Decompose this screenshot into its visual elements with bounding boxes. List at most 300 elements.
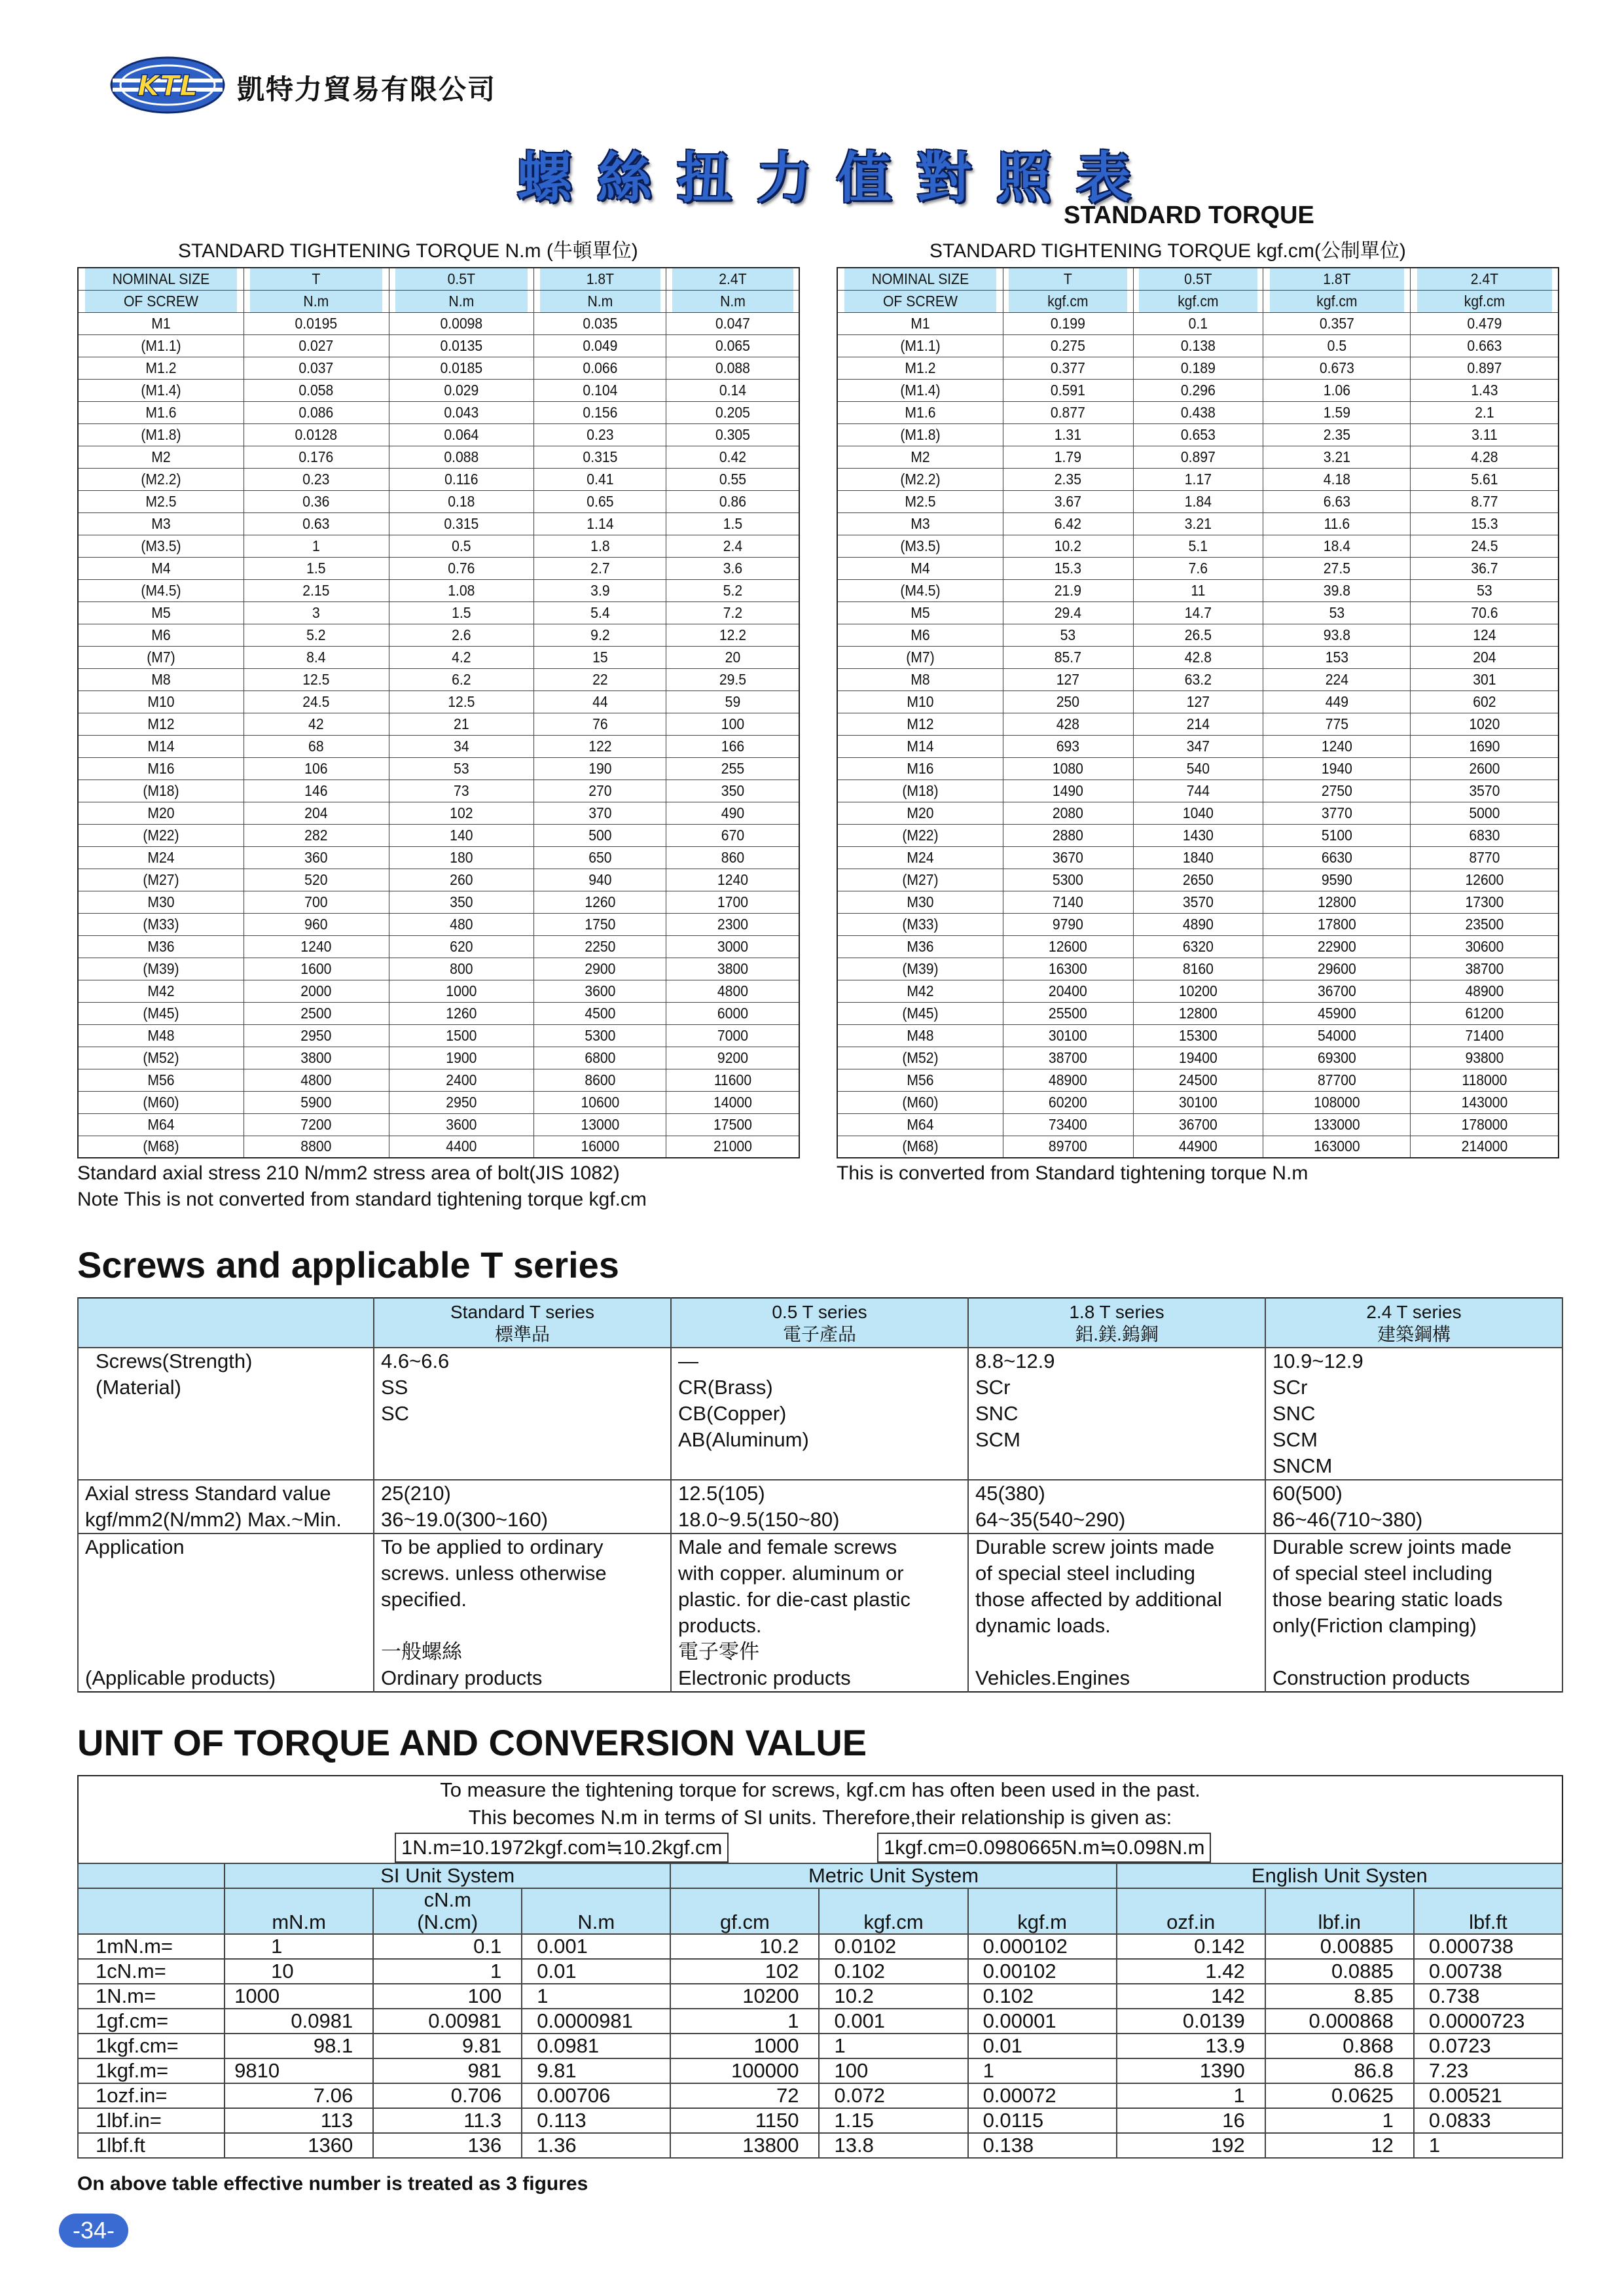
torque-nm-size-cell: M2.5 — [84, 490, 237, 512]
torque-nm-value-cell: 0.0195 — [249, 312, 383, 334]
torque-kgfcm-size-cell: M2.5 — [844, 490, 996, 512]
torque-kgfcm-header-cell: kgf.cm — [1138, 290, 1258, 312]
torque-nm-value-cell: 0.5 — [395, 535, 528, 557]
units-row — [78, 1984, 1562, 2009]
torque-kgfcm-value-cell: 449 — [1269, 691, 1405, 713]
units-row — [78, 1934, 1562, 1959]
units-value-cell: 0.738 — [1414, 1984, 1562, 2009]
torque-kgfcm-value-cell: 38700 — [1416, 958, 1553, 980]
series-header-en: 0.5 T series — [772, 1302, 867, 1322]
units-value-cell: 0.706 — [373, 2083, 522, 2108]
torque-nm-value-cell: 5900 — [249, 1091, 383, 1113]
units-value-cell: 1.42 — [1117, 1959, 1265, 1984]
series-cell: 10.9~12.9 SCr SNC SCM SNCM — [1265, 1348, 1562, 1480]
units-row — [78, 2034, 1562, 2058]
torque-nm-value-cell: 2.15 — [249, 579, 383, 601]
torque-nm-value-cell: 100 — [672, 713, 794, 735]
torque-nm-row — [78, 312, 799, 334]
torque-nm-value-cell: 12.5 — [395, 691, 528, 713]
series-row-label: Application (Applicable products) — [78, 1534, 374, 1692]
units-row-label: 1N.m= — [78, 1984, 225, 2009]
units-value-cell: 1.36 — [522, 2133, 670, 2158]
torque-kgfcm-note: This is converted from Standard tightening torque N.m — [837, 1162, 1308, 1184]
torque-kgfcm-value-cell: 15.3 — [1008, 557, 1128, 579]
torque-nm-table — [77, 267, 800, 1158]
torque-kgfcm-size-cell: M2 — [844, 446, 996, 468]
torque-kgfcm-value-cell: 71400 — [1416, 1024, 1553, 1047]
units-row — [78, 2108, 1562, 2133]
torque-kgfcm-size-cell: (M1.4) — [844, 379, 996, 401]
torque-nm-value-cell: 0.088 — [672, 357, 794, 379]
torque-nm-value-cell: 480 — [395, 913, 528, 935]
torque-nm-size-cell: M4 — [84, 557, 237, 579]
units-value-cell: 102 — [670, 1959, 819, 1984]
torque-kgfcm-value-cell: 1.84 — [1138, 490, 1258, 512]
torque-kgfcm-value-cell: 693 — [1008, 735, 1128, 757]
units-value-cell: 1 — [819, 2034, 967, 2058]
units-header-cell — [968, 1888, 1117, 1934]
units-group-row — [78, 1863, 1562, 1888]
torque-nm-value-cell: 0.116 — [395, 468, 528, 490]
torque-kgfcm-row — [837, 846, 1559, 869]
page-number: -34- — [59, 2214, 128, 2248]
torque-kgfcm-value-cell: 1020 — [1416, 713, 1553, 735]
torque-nm-value-cell: 1.5 — [395, 601, 528, 624]
torque-kgfcm-value-cell: 2.1 — [1416, 401, 1553, 423]
torque-kgfcm-size-cell: (M22) — [844, 824, 996, 846]
torque-nm-value-cell: 29.5 — [672, 668, 794, 691]
torque-kgfcm-value-cell: 73400 — [1008, 1113, 1128, 1136]
torque-nm-value-cell: 0.23 — [249, 468, 383, 490]
torque-nm-size-cell: M1.6 — [84, 401, 237, 423]
torque-kgfcm-value-cell: 0.479 — [1416, 312, 1553, 334]
torque-nm-row — [78, 668, 799, 691]
units-header-cell — [670, 1888, 819, 1934]
torque-nm-header-cell: NOMINAL SIZE — [84, 268, 237, 290]
torque-nm-size-cell: (M68) — [84, 1136, 237, 1158]
torque-nm-value-cell: 6.2 — [395, 668, 528, 691]
torque-kgfcm-size-cell: (M2.2) — [844, 468, 996, 490]
units-value-cell: 0.0885 — [1265, 1959, 1414, 1984]
torque-kgfcm-value-cell: 2880 — [1008, 824, 1128, 846]
torque-kgfcm-size-cell: M16 — [844, 757, 996, 780]
torque-nm-size-cell: (M22) — [84, 824, 237, 846]
torque-kgfcm-value-cell: 124 — [1416, 624, 1553, 646]
torque-nm-value-cell: 22 — [539, 668, 661, 691]
torque-nm-size-cell: (M60) — [84, 1091, 237, 1113]
torque-nm-size-cell: M42 — [84, 980, 237, 1002]
torque-nm-value-cell: 360 — [249, 846, 383, 869]
torque-kgfcm-value-cell: 42.8 — [1138, 646, 1258, 668]
company-name: 凱特力貿易有限公司 — [237, 73, 497, 105]
torque-kgfcm-size-cell: M6 — [844, 624, 996, 646]
torque-nm-row — [78, 379, 799, 401]
units-value-cell: 7.23 — [1414, 2058, 1562, 2083]
torque-kgfcm-value-cell: 127 — [1008, 668, 1128, 691]
units-value-cell: 10.2 — [819, 1984, 967, 2009]
torque-kgfcm-row — [837, 780, 1559, 802]
torque-kgfcm-size-cell: M36 — [844, 935, 996, 958]
torque-nm-value-cell: 42 — [249, 713, 383, 735]
units-value-cell: 1360 — [225, 2133, 373, 2158]
torque-nm-row — [78, 1113, 799, 1136]
torque-nm-value-cell: 5.2 — [672, 579, 794, 601]
torque-nm-value-cell: 2400 — [395, 1069, 528, 1091]
units-value-cell: 1390 — [1117, 2058, 1265, 2083]
torque-kgfcm-size-cell: M30 — [844, 891, 996, 913]
torque-kgfcm-value-cell: 21.9 — [1008, 579, 1128, 601]
torque-kgfcm-value-cell: 602 — [1416, 691, 1553, 713]
torque-nm-size-cell: M30 — [84, 891, 237, 913]
torque-kgfcm-value-cell: 16300 — [1008, 958, 1128, 980]
torque-kgfcm-size-cell: M20 — [844, 802, 996, 824]
torque-kgfcm-value-cell: 0.1 — [1138, 312, 1258, 334]
units-value-cell: 192 — [1117, 2133, 1265, 2158]
units-value-cell: 1.15 — [819, 2108, 967, 2133]
units-value-cell: 0.0723 — [1414, 2034, 1562, 2058]
torque-kgfcm-value-cell: 224 — [1269, 668, 1405, 691]
torque-kgfcm-value-cell: 4890 — [1138, 913, 1258, 935]
torque-kgfcm-value-cell: 3670 — [1008, 846, 1128, 869]
units-value-cell: 9810 — [225, 2058, 373, 2083]
torque-nm-value-cell: 0.65 — [539, 490, 661, 512]
units-header-cell — [1414, 1888, 1562, 1934]
series-row — [78, 1480, 1562, 1534]
torque-nm-header-cell: N.m — [249, 290, 383, 312]
torque-nm-header-cell: N.m — [539, 290, 661, 312]
torque-kgfcm-row — [837, 579, 1559, 601]
units-value-cell: 72 — [670, 2083, 819, 2108]
torque-kgfcm-value-cell: 24500 — [1138, 1069, 1258, 1091]
torque-nm-value-cell: 2500 — [249, 1002, 383, 1024]
units-value-cell: 10.2 — [670, 1934, 819, 1959]
units-footer-note: On above table effective number is treated as 3 figures — [77, 2173, 588, 2195]
torque-nm-value-cell: 0.0098 — [395, 312, 528, 334]
torque-kgfcm-value-cell: 12800 — [1138, 1002, 1258, 1024]
torque-kgfcm-caption: STANDARD TIGHTENING TORQUE kgf.cm(公制單位) — [929, 240, 1406, 262]
torque-nm-value-cell: 9.2 — [539, 624, 661, 646]
torque-nm-value-cell: 21000 — [672, 1136, 794, 1158]
units-row — [78, 2009, 1562, 2034]
torque-kgfcm-row — [837, 557, 1559, 579]
torque-nm-value-cell: 17500 — [672, 1113, 794, 1136]
units-group-cell: Metric Unit System — [670, 1863, 1116, 1888]
torque-kgfcm-value-cell: 85.7 — [1008, 646, 1128, 668]
series-cell: 25(210) 36~19.0(300~160) — [374, 1480, 671, 1534]
units-value-cell: 11.3 — [373, 2108, 522, 2133]
units-value-cell: 13.8 — [819, 2133, 967, 2158]
torque-nm-row — [78, 780, 799, 802]
units-value-cell: 12 — [1265, 2133, 1414, 2158]
torque-kgfcm-value-cell: 0.663 — [1416, 334, 1553, 357]
torque-nm-value-cell: 0.176 — [249, 446, 383, 468]
series-cell: Male and female screws with copper. aluminum or plastic. for die-cast plastic products. 電子零件 Electronic products — [671, 1534, 968, 1692]
units-value-cell: 0.000102 — [968, 1934, 1117, 1959]
units-header-cn-top: cN.m — [424, 1888, 471, 1911]
units-header-cell — [522, 1888, 670, 1934]
torque-nm-size-cell: (M1.1) — [84, 334, 237, 357]
torque-nm-value-cell: 1.8 — [539, 535, 661, 557]
torque-kgfcm-size-cell: (M18) — [844, 780, 996, 802]
torque-kgfcm-row — [837, 535, 1559, 557]
torque-kgfcm-row — [837, 802, 1559, 824]
series-row-label: Axial stress Standard value kgf/mm2(N/mm2) Max.~Min. — [78, 1480, 374, 1534]
torque-nm-size-cell: (M45) — [84, 1002, 237, 1024]
units-value-cell: 0.868 — [1265, 2034, 1414, 2058]
torque-kgfcm-row — [837, 468, 1559, 490]
units-row — [78, 2133, 1562, 2158]
torque-kgfcm-value-cell: 5100 — [1269, 824, 1405, 846]
torque-nm-value-cell: 1.08 — [395, 579, 528, 601]
torque-nm-header-cell: N.m — [395, 290, 528, 312]
torque-kgfcm-value-cell: 48900 — [1416, 980, 1553, 1002]
torque-nm-value-cell: 0.043 — [395, 401, 528, 423]
torque-nm-row — [78, 579, 799, 601]
units-intro-line-1: To measure the tightening torque for screws, kgf.cm has often been used in the past. — [440, 1778, 1200, 1801]
units-value-cell: 86.8 — [1265, 2058, 1414, 2083]
torque-kgfcm-value-cell: 2750 — [1269, 780, 1405, 802]
series-header-cell — [374, 1298, 671, 1348]
torque-kgfcm-value-cell: 12800 — [1269, 891, 1405, 913]
torque-kgfcm-value-cell: 7.6 — [1138, 557, 1258, 579]
torque-nm-row — [78, 357, 799, 379]
torque-nm-value-cell: 2.7 — [539, 557, 661, 579]
units-value-cell: 1 — [968, 2058, 1117, 2083]
units-value-cell: 142 — [1117, 1984, 1265, 2009]
torque-nm-size-cell: (M52) — [84, 1047, 237, 1069]
torque-kgfcm-value-cell: 3.11 — [1416, 423, 1553, 446]
units-value-cell: 0.142 — [1117, 1934, 1265, 1959]
units-value-cell: 0.00885 — [1265, 1934, 1414, 1959]
torque-kgfcm-value-cell: 1040 — [1138, 802, 1258, 824]
torque-nm-header-cell: OF SCREW — [84, 290, 237, 312]
torque-nm-row — [78, 691, 799, 713]
torque-kgfcm-size-cell: (M4.5) — [844, 579, 996, 601]
torque-nm-value-cell: 1240 — [672, 869, 794, 891]
torque-nm-value-cell: 0.065 — [672, 334, 794, 357]
torque-kgfcm-value-cell: 3770 — [1269, 802, 1405, 824]
units-value-cell: 10200 — [670, 1984, 819, 2009]
torque-kgfcm-value-cell: 19400 — [1138, 1047, 1258, 1069]
torque-kgfcm-value-cell: 250 — [1008, 691, 1128, 713]
torque-kgfcm-value-cell: 1490 — [1008, 780, 1128, 802]
torque-kgfcm-value-cell: 17300 — [1416, 891, 1553, 913]
torque-kgfcm-value-cell: 1690 — [1416, 735, 1553, 757]
page-title-cn: 螺絲扭力值對照表 — [517, 146, 1157, 210]
series-cell: Durable screw joints made of special steel including those affected by additional dynamic loads. Vehicles.Engines — [968, 1534, 1265, 1692]
torque-kgfcm-header-cell: kgf.cm — [1008, 290, 1128, 312]
units-header-label: ozf.in — [1166, 1910, 1216, 1933]
units-header-cell — [819, 1888, 967, 1934]
torque-kgfcm-row — [837, 1002, 1559, 1024]
torque-nm-value-cell: 350 — [395, 891, 528, 913]
torque-kgfcm-value-cell: 3.67 — [1008, 490, 1128, 512]
units-row-label: 1kgf.m= — [78, 2058, 225, 2083]
units-value-cell: 0.0625 — [1265, 2083, 1414, 2108]
torque-nm-value-cell: 0.41 — [539, 468, 661, 490]
torque-kgfcm-value-cell: 10200 — [1138, 980, 1258, 1002]
torque-nm-size-cell: M5 — [84, 601, 237, 624]
torque-kgfcm-size-cell: M64 — [844, 1113, 996, 1136]
torque-kgfcm-value-cell: 6320 — [1138, 935, 1258, 958]
torque-nm-value-cell: 255 — [672, 757, 794, 780]
units-value-cell: 0.102 — [968, 1984, 1117, 2009]
torque-kgfcm-value-cell: 5.61 — [1416, 468, 1553, 490]
torque-nm-value-cell: 0.14 — [672, 379, 794, 401]
torque-kgfcm-value-cell: 15.3 — [1416, 512, 1553, 535]
units-value-cell: 0.00001 — [968, 2009, 1117, 2034]
torque-kgfcm-value-cell: 63.2 — [1138, 668, 1258, 691]
units-value-cell: 0.000868 — [1265, 2009, 1414, 2034]
units-value-cell: 1150 — [670, 2108, 819, 2133]
torque-kgfcm-value-cell: 2.35 — [1269, 423, 1405, 446]
torque-nm-size-cell: (M39) — [84, 958, 237, 980]
torque-nm-value-cell: 5.2 — [249, 624, 383, 646]
torque-kgfcm-row — [837, 490, 1559, 512]
torque-kgfcm-value-cell: 30100 — [1008, 1024, 1128, 1047]
torque-nm-value-cell: 1 — [249, 535, 383, 557]
torque-kgfcm-row — [837, 1136, 1559, 1158]
torque-nm-row — [78, 869, 799, 891]
units-header-label: mN.m — [272, 1910, 326, 1933]
torque-kgfcm-value-cell: 1940 — [1269, 757, 1405, 780]
torque-nm-size-cell: M14 — [84, 735, 237, 757]
torque-kgfcm-size-cell: M3 — [844, 512, 996, 535]
torque-nm-value-cell: 8600 — [539, 1069, 661, 1091]
logo-text: KTL — [137, 69, 198, 103]
torque-nm-value-cell: 0.064 — [395, 423, 528, 446]
units-value-cell: 0.00981 — [373, 2009, 522, 2034]
units-header-label: N.m — [577, 1910, 615, 1933]
torque-kgfcm-size-cell: M42 — [844, 980, 996, 1002]
torque-nm-value-cell: 1.5 — [672, 512, 794, 535]
torque-nm-value-cell: 0.42 — [672, 446, 794, 468]
torque-nm-size-cell: (M3.5) — [84, 535, 237, 557]
torque-nm-row — [78, 490, 799, 512]
torque-nm-value-cell: 4800 — [672, 980, 794, 1002]
units-value-cell: 0.01 — [968, 2034, 1117, 2058]
torque-kgfcm-value-cell: 24.5 — [1416, 535, 1553, 557]
series-cell: 4.6~6.6 SS SC — [374, 1348, 671, 1480]
torque-nm-row — [78, 535, 799, 557]
torque-nm-row — [78, 846, 799, 869]
torque-nm-header-cell: T — [249, 268, 383, 290]
torque-kgfcm-value-cell: 214 — [1138, 713, 1258, 735]
torque-kgfcm-row — [837, 757, 1559, 780]
torque-nm-value-cell: 24.5 — [249, 691, 383, 713]
units-value-cell: 1 — [522, 1984, 670, 2009]
torque-kgfcm-value-cell: 2650 — [1138, 869, 1258, 891]
units-value-cell: 113 — [225, 2108, 373, 2133]
torque-kgfcm-value-cell: 118000 — [1416, 1069, 1553, 1091]
torque-nm-value-cell: 2950 — [395, 1091, 528, 1113]
torque-nm-row — [78, 1069, 799, 1091]
units-value-cell: 7.06 — [225, 2083, 373, 2108]
torque-nm-size-cell: M16 — [84, 757, 237, 780]
torque-kgfcm-value-cell: 11 — [1138, 579, 1258, 601]
torque-nm-value-cell: 1500 — [395, 1024, 528, 1047]
torque-nm-size-cell: M2 — [84, 446, 237, 468]
units-value-cell: 1 — [225, 1934, 373, 1959]
torque-nm-value-cell: 2900 — [539, 958, 661, 980]
units-value-cell: 0.0981 — [522, 2034, 670, 2058]
units-value-cell: 0.113 — [522, 2108, 670, 2133]
torque-nm-value-cell: 0.035 — [539, 312, 661, 334]
torque-nm-size-cell: M48 — [84, 1024, 237, 1047]
torque-kgfcm-size-cell: M10 — [844, 691, 996, 713]
torque-kgfcm-size-cell: (M52) — [844, 1047, 996, 1069]
torque-nm-value-cell: 3800 — [249, 1047, 383, 1069]
conversion-box-kgfcm: 1kgf.cm=0.0980665N.m≒0.098N.m — [877, 1833, 1211, 1863]
torque-kgfcm-value-cell: 0.5 — [1269, 334, 1405, 357]
torque-nm-note-1: Standard axial stress 210 N/mm2 stress area of bolt(JIS 1082) — [77, 1162, 620, 1184]
units-value-cell: 10 — [225, 1959, 373, 1984]
torque-kgfcm-value-cell: 775 — [1269, 713, 1405, 735]
torque-nm-row — [78, 334, 799, 357]
series-header-cn: 鋁.鎂.鎢鋼 — [1075, 1324, 1159, 1344]
torque-kgfcm-value-cell: 38700 — [1008, 1047, 1128, 1069]
torque-nm-value-cell: 3000 — [672, 935, 794, 958]
torque-kgfcm-size-cell: (M27) — [844, 869, 996, 891]
torque-nm-value-cell: 270 — [539, 780, 661, 802]
torque-kgfcm-size-cell: M8 — [844, 668, 996, 691]
units-value-cell: 0.0115 — [968, 2108, 1117, 2133]
units-value-cell: 1 — [373, 1959, 522, 1984]
torque-nm-row — [78, 980, 799, 1002]
torque-nm-value-cell: 5300 — [539, 1024, 661, 1047]
torque-nm-size-cell: M1.2 — [84, 357, 237, 379]
torque-kgfcm-size-cell: M24 — [844, 846, 996, 869]
torque-kgfcm-value-cell: 60200 — [1008, 1091, 1128, 1113]
torque-nm-value-cell: 0.037 — [249, 357, 383, 379]
units-header-cell — [225, 1888, 373, 1934]
torque-nm-size-cell: M20 — [84, 802, 237, 824]
torque-kgfcm-value-cell: 0.189 — [1138, 357, 1258, 379]
torque-kgfcm-size-cell: M56 — [844, 1069, 996, 1091]
torque-kgfcm-value-cell: 29600 — [1269, 958, 1405, 980]
torque-kgfcm-row — [837, 624, 1559, 646]
torque-kgfcm-size-cell: (M68) — [844, 1136, 996, 1158]
series-header-en: 2.4 T series — [1366, 1302, 1462, 1322]
torque-kgfcm-size-cell: M4 — [844, 557, 996, 579]
torque-nm-value-cell: 0.315 — [395, 512, 528, 535]
torque-nm-value-cell: 500 — [539, 824, 661, 846]
torque-nm-value-cell: 0.305 — [672, 423, 794, 446]
torque-kgfcm-value-cell: 20400 — [1008, 980, 1128, 1002]
torque-nm-size-cell: (M18) — [84, 780, 237, 802]
torque-nm-size-cell: M64 — [84, 1113, 237, 1136]
torque-nm-value-cell: 20 — [672, 646, 794, 668]
torque-kgfcm-value-cell: 22900 — [1269, 935, 1405, 958]
torque-kgfcm-value-cell: 540 — [1138, 757, 1258, 780]
torque-nm-size-cell: M56 — [84, 1069, 237, 1091]
series-header-en: 1.8 T series — [1069, 1302, 1164, 1322]
series-header-cell — [1265, 1298, 1562, 1348]
torque-kgfcm-value-cell: 0.673 — [1269, 357, 1405, 379]
torque-nm-value-cell: 76 — [539, 713, 661, 735]
torque-kgfcm-value-cell: 204 — [1416, 646, 1553, 668]
units-value-cell: 0.0102 — [819, 1934, 967, 1959]
torque-nm-value-cell: 59 — [672, 691, 794, 713]
torque-kgfcm-value-cell: 1840 — [1138, 846, 1258, 869]
torque-kgfcm-row — [837, 713, 1559, 735]
units-value-cell: 100000 — [670, 2058, 819, 2083]
units-header-cell — [1117, 1888, 1265, 1934]
units-value-cell: 100 — [819, 2058, 967, 2083]
units-header-cell — [373, 1888, 522, 1934]
units-row-label: 1lbf.ft — [78, 2133, 225, 2158]
torque-kgfcm-row — [837, 1024, 1559, 1047]
